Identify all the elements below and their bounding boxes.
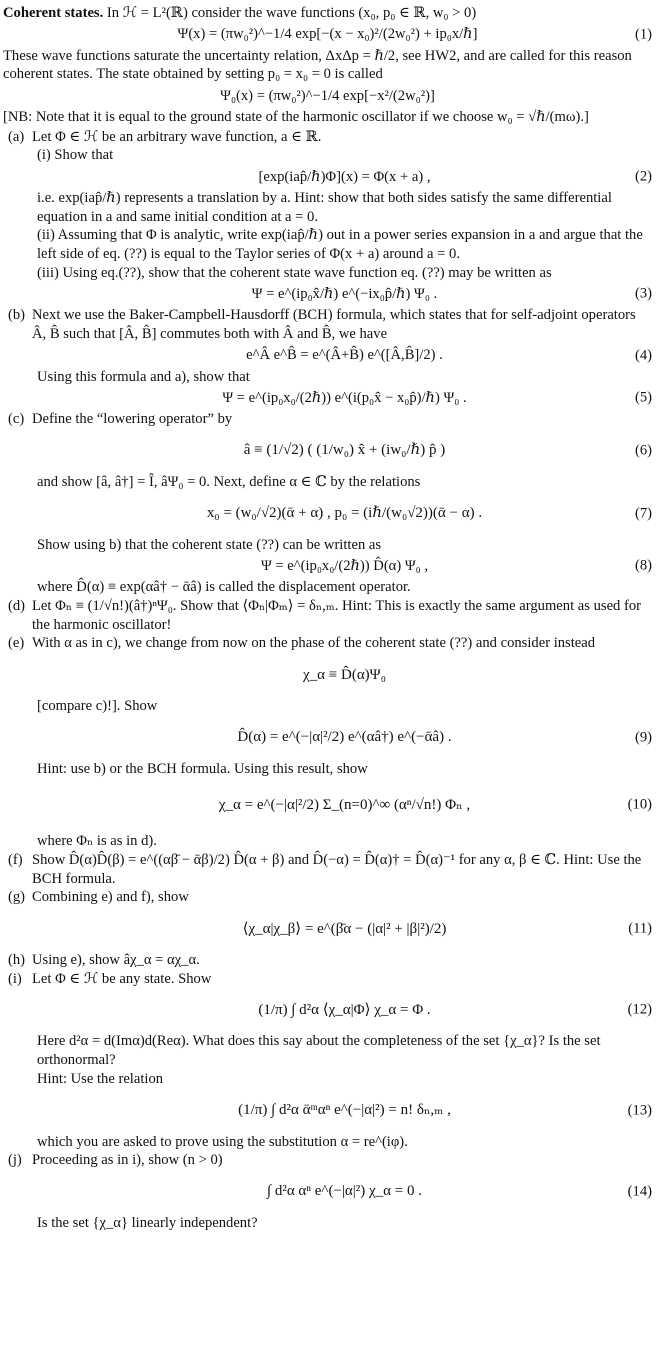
part-b [3, 306, 652, 408]
equation-1 [3, 25, 652, 45]
part-a-iii: (iii) Using eq.(??), show that the coherent state wave function eq. (??) may be written as [37, 264, 552, 281]
equation-8-number: (8) [634, 558, 652, 575]
part-j [3, 1151, 652, 1232]
equation-4-number: (4) [634, 347, 652, 364]
part-c-text2: and show [â, â†] = Î, âΨ₀ = 0. Next, define α ∈ ℂ by the relations [37, 474, 421, 491]
part-c-text: Define the “lowering operator” by [32, 411, 233, 428]
equation-4 [8, 346, 652, 366]
equation-9-number: (9) [634, 729, 652, 746]
part-e-text: With α as in c), we change from now on the phase of the coherent state (??) and consider instead [32, 635, 596, 652]
part-e-text3: Hint: use b) or the BCH formula. Using this result, show [37, 760, 368, 777]
equation-5 [8, 388, 652, 408]
equation-7 [8, 494, 652, 534]
equation-5-number: (5) [634, 390, 652, 407]
equation-13 [8, 1091, 652, 1131]
equation-6-body: â ≡ (1/√2) ( (1/w₀) x̂ + (iw₀/ℏ) p̂ ) [243, 442, 446, 459]
part-a [3, 128, 652, 305]
equation-3-body: Ψ = e^(ip₀x̂/ℏ) e^(−ix₀p̂/ℏ) Ψ₀ . [251, 286, 438, 303]
part-e-text2: [compare c)!]. Show [37, 698, 158, 715]
part-e-label: (e) [8, 635, 25, 652]
intro-text: These wave functions saturate the uncertainty relation, ΔxΔp = ℏ/2, see HW2, and are called for this reason coherent states. The state obtained by setting p₀ = x₀ = 0 is called [3, 47, 632, 83]
part-a-text: Let Φ ∈ ℋ be an arbitrary wave function, a ∈ ℝ. [32, 128, 322, 145]
equation-chi-body: χ_α ≡ D̂(α)Ψ₀ [303, 666, 386, 683]
section-title: Coherent states. [3, 5, 104, 21]
equation-7-body: x₀ = (w₀/√2)(ᾱ + α) , p₀ = (iℏ/(w₀√2))(ᾱ − α) . [206, 505, 483, 522]
part-i-hint: Hint: Use the relation [37, 1070, 164, 1087]
equation-1-body: Ψ(x) = (πw₀²)^−1/4 exp[−(x − x₀)²/(2w₀²) + ip₀x/ℏ] [177, 26, 478, 43]
part-e [3, 634, 652, 851]
intro-setup: In ℋ = L²(ℝ) consider the wave functions (x₀, p₀ ∈ ℝ, w₀ > 0) [106, 5, 477, 21]
part-c-text3: Show using b) that the coherent state (??) can be written as [37, 536, 382, 553]
part-b-text: Next we use the Baker-Campbell-Hausdorff (BCH) formula, which states that for self-adjoint operators Â, B̂ such that [Â, B̂] commutes both with Â and B̂, we have [32, 307, 636, 343]
part-i-label: (i) [8, 970, 22, 987]
equation-4-body: e^Â e^B̂ = e^(Â+B̂) e^([Â,B̂]/2) . [246, 347, 443, 364]
part-h [3, 951, 652, 970]
part-d [3, 597, 652, 634]
equation-11 [8, 909, 652, 949]
part-c [3, 410, 652, 597]
equation-8 [8, 556, 652, 576]
part-j-label: (j) [8, 1152, 22, 1169]
part-f-text: Show D̂(α)D̂(β) = e^((αβ̄ − ᾱβ)/2) D̂(α + β) and D̂(−α) = D̂(α)† = D̂(α)⁻¹ for any α, β ∈ ℂ. Hint: Use the BCH formula. [32, 852, 642, 887]
part-f-label: (f) [8, 852, 23, 869]
equation-6 [8, 431, 652, 471]
equation-12-body: (1/π) ∫ d²α ⟨χ_α|Φ⟩ χ_α = Φ . [258, 1001, 431, 1018]
equation-12 [8, 990, 652, 1030]
equation-psi0 [3, 86, 652, 106]
equation-13-number: (13) [627, 1102, 652, 1119]
equation-5-body: Ψ = e^(ip₀x₀/(2ℏ)) e^(i(p₀x̂ − x₀p̂)/ℏ) Ψ₀ . [222, 390, 467, 407]
equation-12-number: (12) [627, 1002, 652, 1019]
equation-2 [8, 167, 652, 187]
equation-9-body: D̂(α) = e^(−|α|²/2) e^(αâ†) e^(−ᾱâ) . [237, 729, 452, 746]
part-d-label: (d) [8, 598, 26, 615]
part-j-text2: Is the set {χ_α} linearly independent? [37, 1214, 258, 1231]
part-c-text4: where D̂(α) ≡ exp(αâ† − ᾱâ) is called the displacement operator. [37, 579, 411, 596]
nb-note: [NB: Note that it is equal to the ground state of the harmonic oscillator if we choose w₀ = √ℏ/(mω).] [3, 109, 589, 126]
part-a-i: (i) Show that [37, 147, 114, 164]
part-f [3, 851, 652, 888]
part-b-text2: Using this formula and a), show that [37, 368, 250, 385]
part-h-label: (h) [8, 952, 26, 969]
equation-10-number: (10) [627, 797, 652, 814]
part-d-text: Let Φₙ ≡ (1/√n!)(â†)ⁿΨ₀. Show that ⟨Φₙ|Φₘ⟩ = δₙ,ₘ. Hint: This is exactly the same argument as used for the harmonic oscillator! [32, 598, 642, 633]
equation-1-number: (1) [634, 26, 652, 43]
equation-14-body: ∫ d²α αⁿ e^(−|α|²) χ_α = 0 . [266, 1183, 423, 1200]
intro-line [3, 4, 652, 23]
equation-14 [8, 1172, 652, 1212]
part-e-text4: where Φₙ is as in d). [37, 833, 157, 850]
part-g [3, 888, 652, 949]
part-j-text: Proceeding as in i), show (n > 0) [32, 1152, 223, 1169]
part-g-label: (g) [8, 889, 26, 906]
equation-2-number: (2) [634, 168, 652, 185]
part-b-label: (b) [8, 307, 26, 324]
part-i [3, 970, 652, 1151]
equation-10-body: χ_α = e^(−|α|²/2) Σ_(n=0)^∞ (αⁿ/√n!) Φₙ , [218, 796, 471, 813]
equation-11-number: (11) [628, 920, 652, 937]
part-h-text: Using e), show âχ_α = αχ_α. [32, 952, 200, 969]
equation-9 [8, 718, 652, 758]
equation-chi [8, 655, 652, 695]
part-g-text: Combining e) and f), show [32, 889, 189, 906]
equation-8-body: Ψ = e^(ip₀x₀/(2ℏ)) D̂(α) Ψ₀ , [261, 558, 428, 575]
part-a-i-cont: i.e. exp(iap̂/ℏ) represents a translation by a. Hint: show that both sides satisfy the same differential equation in a and same initial condition at a = 0. [37, 190, 612, 225]
equation-13-body: (1/π) ∫ d²α ᾱᵐαⁿ e^(−|α|²) = n! δₙ,ₘ , [238, 1101, 451, 1118]
part-a-label: (a) [8, 128, 25, 145]
equation-2-body: [exp(iap̂/ℏ)Φ](x) = Φ(x + a) , [258, 168, 431, 185]
part-i-text: Let Φ ∈ ℋ be any state. Show [32, 970, 212, 987]
equation-11-body: ⟨χ_α|χ_β⟩ = e^(β̄α − (|α|² + |β|²)/2) [242, 920, 447, 937]
equation-14-number: (14) [627, 1183, 652, 1200]
equation-7-number: (7) [634, 505, 652, 522]
equation-psi0-body: Ψ₀(x) = (πw₀²)^−1/4 exp[−x²/(2w₀²)] [220, 87, 435, 104]
equation-6-number: (6) [634, 442, 652, 459]
part-a-ii: (ii) Assuming that Φ is analytic, write exp(iap̂/ℏ) out in a power series expansion in a and argue that the left side of eq. (??) is equal to the Taylor series of Φ(x + a) around a = 0. [37, 227, 643, 263]
equation-3-number: (3) [634, 286, 652, 303]
part-c-label: (c) [8, 411, 25, 428]
part-i-text3: which you are asked to prove using the substitution α = re^(iφ). [37, 1133, 408, 1150]
equation-10 [8, 780, 652, 830]
equation-3 [8, 284, 652, 304]
part-i-text2: Here d²α = d(Imα)d(Reα). What does this say about the completeness of the set {χ_α}? Is the set orthonormal? [37, 1033, 601, 1069]
